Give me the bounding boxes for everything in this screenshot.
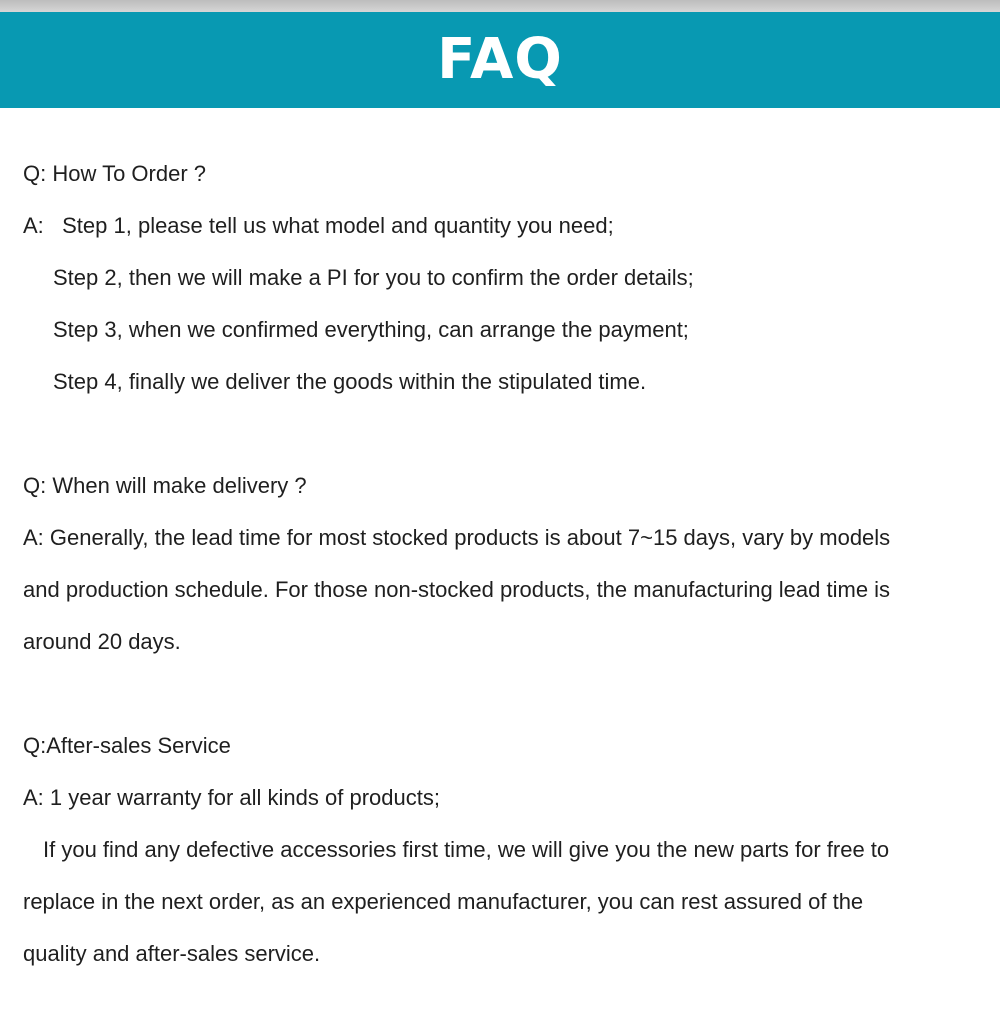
faq-answer-line: Step 2, then we will make a PI for you to confirm the order details; (53, 265, 694, 290)
faq-answer-line: A: Generally, the lead time for most stocked products is about 7~15 days, vary by models (23, 525, 891, 550)
faq-header-banner (0, 12, 1000, 108)
faq-answer-line: around 20 days. (23, 629, 181, 654)
faq-answer-line: Step 4, finally we deliver the goods within the stipulated time. (53, 369, 647, 394)
faq-answer-line: A: Step 1, please tell us what model and quantity you need; (23, 213, 614, 238)
top-border-strip (0, 0, 1000, 12)
faq-answer-line: quality and after-sales service. (23, 941, 321, 966)
faq-question-how-to-order: Q: How To Order ? (23, 161, 206, 186)
faq-answer-line: If you find any defective accessories first time, we will give you the new parts for free to (43, 837, 890, 862)
faq-question-after-sales: Q:After-sales Service (23, 733, 231, 758)
faq-answer-line: Step 3, when we confirmed everything, can arrange the payment; (53, 317, 689, 342)
faq-question-delivery: Q: When will make delivery ? (23, 473, 307, 498)
page-title: FAQ (437, 27, 563, 92)
faq-answer-line: and production schedule. For those non-stocked products, the manufacturing lead time is (23, 577, 891, 602)
faq-answer-line: A: 1 year warranty for all kinds of products; (23, 785, 440, 810)
faq-answer-line: replace in the next order, as an experienced manufacturer, you can rest assured of the (23, 889, 864, 914)
